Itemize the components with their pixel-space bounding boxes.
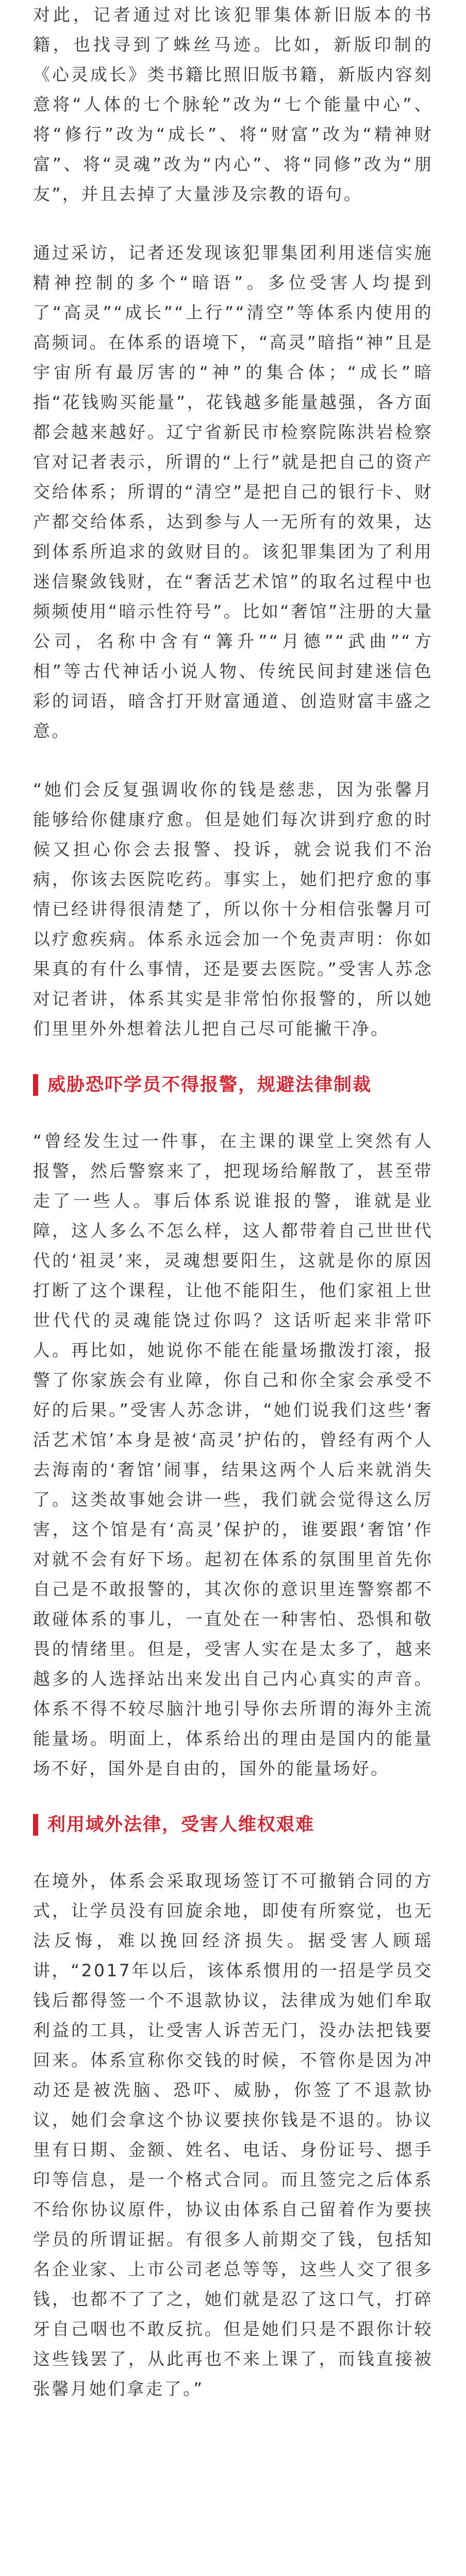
section-title-1: 威胁恐吓学员不得报警，规避法律制裁 (47, 1075, 372, 1095)
section-heading-1 (33, 1073, 433, 1097)
section-marker-bar (33, 1074, 38, 1096)
section-heading-2 (33, 1812, 433, 1837)
paragraph-intro-3: “她们会反复强调收你的钱是慈悲，因为张馨月能够给你健康疗愈。但是她们每次讲到疗愈的时候又担心你会去报警、投诉，就会说我们不治病，你该去医院吃药。事实上，她们把疗愈的事情已经讲得很清楚了，所以你十分相信张馨月可以疗愈疾病。体系永远会加一个免责声明：你如果真的有什么事情，还是要去医院。”受害人苏念对记者讲，体系其实是非常怕你报警的，所以她们里里外外想着法儿把自己尽可能撇干净。 (33, 779, 433, 1039)
paragraph-section1-1: “曾经发生过一件事，在主课的课堂上突然有人报警，然后警察来了，把现场给解散了，甚至带走了一些人。事后体系说谁报的警，谁就是业障，这人多么不怎么样，这人都带着自己世世代代的‘祖灵’来，灵魂想要阳生，这就是你的原因打断了这个课程，让他不能阳生，他们家祖上世世代代的灵魂能饶过你吗？这话听起来非常吓人。再比如，她说你不能在能量场撒泼打滚，报警了你家族会有业障，你自己和你全家会承受不好的后果。”受害人苏念讲，“她们说我们这些‘奢活艺术馆’本身是被‘高灵’护佑的，曾经有两个人去海南的‘奢馆’闹事，结果这两个人后来就消失了。这类故事她会讲一些，我们就会觉得这么厉害，这个馆是有‘高灵’保护的，谁要跟‘奢馆’作对就不会有好下场。起初在体系的氛围里首先你自己是不敢报警的，其次你的意识里连警察都不敢碰体系的事儿，一直处在一种害怕、恐惧和敬畏的情绪里。但是，受害人实在是太多了，越来越多的人选择站出来发出自己内心真实的声音。体系不得不较尽脑汁地引导你去所谓的海外主流能量场。明面上，体系给出的理由是国内的能量场不好，国外是自由的，国外的能量场好。 (33, 1131, 433, 1778)
paragraph-section2-1: 在境外，体系会采取现场签订不可撤销合同的方式，让学员没有回旋余地，即使有所察觉，也无法反悔，难以挽回经济损失。据受害人顾瑶讲，“2017年以后，该体系惯用的一招是学员交钱后都得签一个不退款协议，法律成为她们牟取利益的工具，让受害人诉苦无门，没办法把钱要回来。体系宣称你交钱的时候，不管你是因为冲动还是被洗脑、恐吓、威胁，你签了不退款协议，她们会拿这个协议要挟你钱是不退的。协议里有日期、金额、姓名、电话、身份证号、摁手印等信息，是一个格式合同。而且签完之后体系不给你协议原件，协议由体系自己留着作为要挟学员的所谓证据。有很多人前期交了钱，包括知名企业家、上市公司老总等等，这些人交了很多钱，也都不了了之，她们就是忍了这口气，打碎牙自己咽也不敢反抗。但是她们只是不跟你计较这些钱罢了，从此再也不来上课了，而钱直接被张馨月她们拿走了。” (33, 1871, 433, 2399)
section-title-2: 利用域外法律，受害人维权艰难 (47, 1815, 315, 1835)
paragraph-intro-1: 对此，记者通过对比该犯罪集体新旧版本的书籍，也找寻到了蛛丝马迹。比如，新版印制的《心灵成长》类书籍比照旧版书籍，新版内容刻意将“人体的七个脉轮”改为“七个能量中心”、将“修行”改为“成长”、将“财富”改为“精神财富”、将“灵魂”改为“内心”、将“同修”改为“朋友”，并且去掉了大量涉及宗教的语句。 (33, 5, 433, 204)
paragraph-intro-2: 通过采访，记者还发现该犯罪集团利用迷信实施精神控制的多个“暗语”。多位受害人均提到了“高灵”“成长”“上行”“清空”等体系内使用的高频词。在体系的语境下，“高灵”暗指“神”且是宇宙所有最厉害的“神”的集合体；“成长”暗指“花钱购买能量”，花钱越多能量越强，各方面都会越来越好。辽宁省新民市检察院陈洪岩检察官对记者表示，所谓的“上行”就是把自己的资产交给体系；所谓的“清空”是把自己的银行卡、财产都交给体系，达到参与人一无所有的效果，达到体系所追求的敛财目的。该犯罪集团为了利用迷信聚敛钱财，在“奢活艺术馆”的取名过程中也频频使用“暗示性符号”。比如“奢馆”注册的大量公司，名称中含有“篝升”“月德”“武曲”“方相”等古代神话小说人物、传统民间封建迷信色彩的词语，暗含打开财富通道、创造财富丰盛之意。 (33, 243, 433, 741)
section-marker-bar (33, 1814, 38, 1836)
